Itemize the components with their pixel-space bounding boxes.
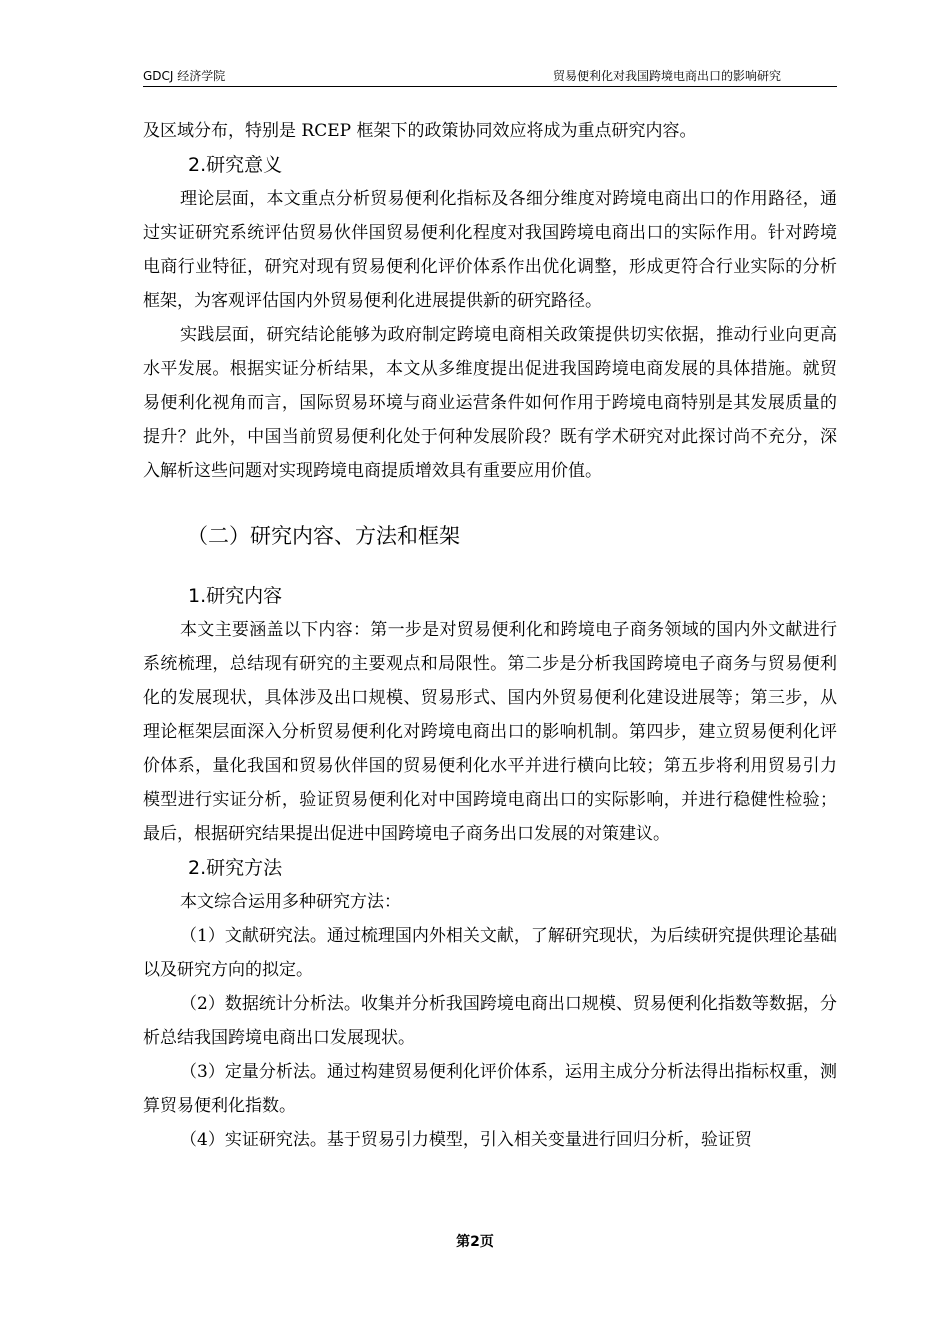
paragraph-research-content: 本文主要涵盖以下内容：第一步是对贸易便利化和跨境电子商务领域的国内外文献进行系统梳理，总结现有研究的主要观点和局限性。第二步是分析我国跨境电子商务与贸易便利化的发展现状，具体涉及出口规模、贸易形式、国内外贸易便利化建设进展等；第三步，从理论框架层面深入分析贸易便利化对跨境电商出口的影响机制。第四步，建立贸易便利化评价体系，量化我国和贸易伙伴国的贸易便利化水平并进行横向比较；第五步将利用贸易引力模型进行实证分析，验证贸易便利化对中国跨境电商出口的实际影响，并进行稳健性检验；最后，根据研究结果提出促进中国跨境电子商务出口发展的对策建议。 [143,620,837,844]
heading-research-content: 1.研究内容 [188,585,283,607]
paragraph-continuation: 及区域分布，特别是 RCEP 框架下的政策协同效应将成为重点研究内容。 [143,121,697,141]
header-thesis-title: 贸易便利化对我国跨境电商出口的影响研究 [552,69,781,83]
heading-section-2: （二）研究内容、方法和框架 [187,524,460,548]
page-number: 第2页 [456,1234,494,1250]
paragraph-method-2: （2）数据统计分析法。收集并分析我国跨境电商出口规模、贸易便利化指数等数据，分析总结我国跨境电商出口发展现状。 [143,994,837,1048]
paragraph-theoretical: 理论层面，本文重点分析贸易便利化指标及各细分维度对跨境电商出口的作用路径，通过实证研究系统评估贸易伙伴国贸易便利化程度对我国跨境电商出口的实际作用。针对跨境电商行业特征，研究对现有贸易便利化评价体系作出优化调整，形成更符合行业实际的分析框架，为客观评估国内外贸易便利化进展提供新的研究路径。 [143,189,837,311]
heading-research-significance: 2.研究意义 [188,154,283,176]
spacer [143,553,837,579]
header-institution: GDCJ 经济学院 [143,69,226,83]
spacer [143,488,837,519]
paragraph-methods-intro: 本文综合运用多种研究方法： [180,892,401,912]
heading-research-methods: 2.研究方法 [188,857,283,879]
page-body [143,114,837,1157]
paragraph-method-3: （3）定量分析法。通过构建贸易便利化评价体系，运用主成分分析法得出指标权重，测算贸易便利化指数。 [143,1062,837,1116]
page-header [143,66,837,87]
paragraph-method-4: （4）实证研究法。基于贸易引力模型，引入相关变量进行回归分析，验证贸 [180,1130,752,1150]
paragraph-method-1: （1）文献研究法。通过梳理国内外相关文献，了解研究现状，为后续研究提供理论基础以及研究方向的拟定。 [143,926,837,980]
paragraph-practical: 实践层面，研究结论能够为政府制定跨境电商相关政策提供切实依据，推动行业向更高水平发展。根据实证分析结果，本文从多维度提出促进我国跨境电商发展的具体措施。就贸易便利化视角而言，国际贸易环境与商业运营条件如何作用于跨境电商特别是其发展质量的提升？此外，中国当前贸易便利化处于何种发展阶段？既有学术研究对此探讨尚不充分，深入解析这些问题对实现跨境电商提质增效具有重要应用价值。 [143,325,837,481]
